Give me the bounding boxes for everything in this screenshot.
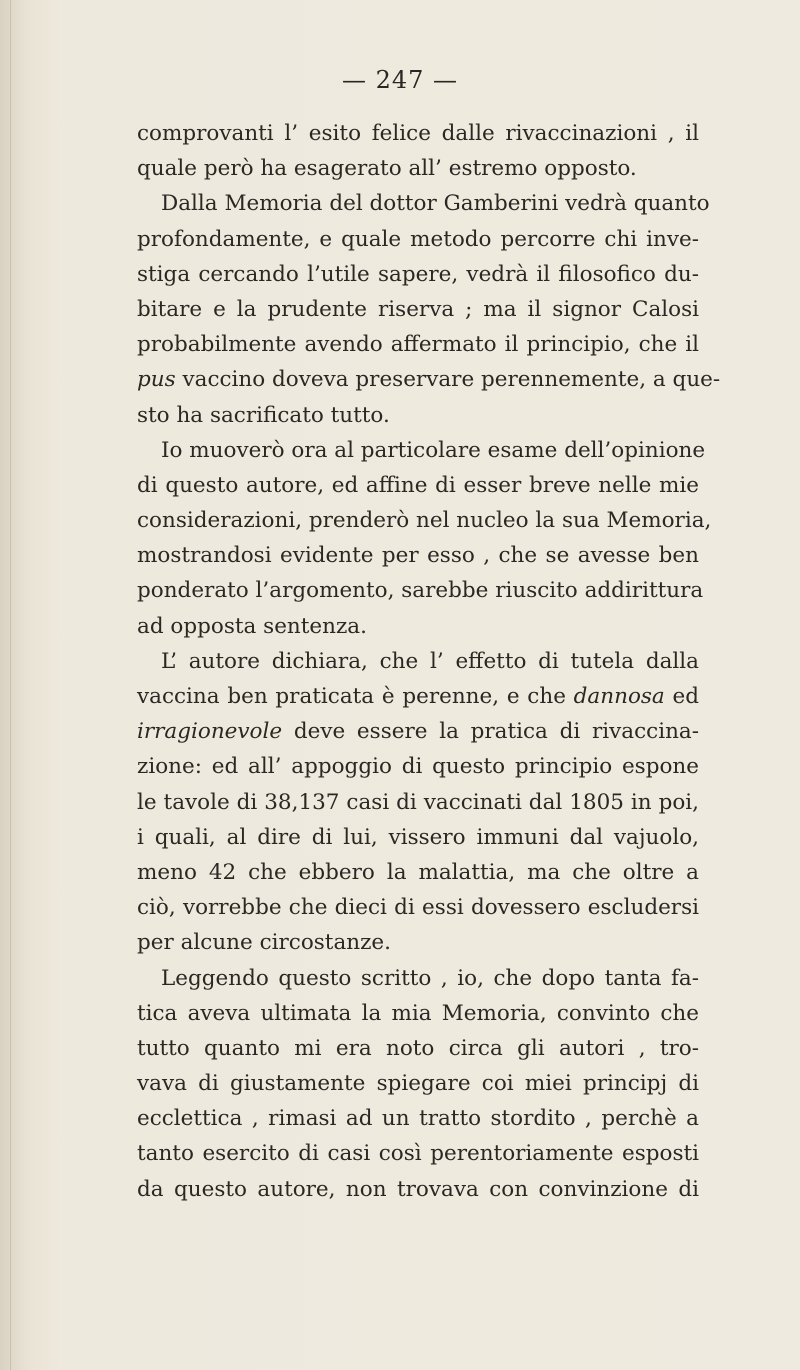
text-line: comprovanti l’ esito felice dalle rivaccinazioni , il bbox=[137, 121, 699, 146]
text-line: probabilmente avendo affermato il principio, che il bbox=[137, 332, 699, 358]
text-line: tica aveva ultimata la mia Memoria, convinto che bbox=[137, 1000, 699, 1026]
body-text bbox=[137, 116, 721, 1207]
text-fragment: vaccina ben praticata è perenne, e che bbox=[137, 684, 574, 709]
text-fragment: deve essere la pratica di rivaccina- bbox=[282, 719, 699, 745]
text-line: tutto quanto mi era noto circa gli autori , tro- bbox=[137, 1035, 699, 1061]
text-line: quale però ha esagerato all’ estremo opposto. bbox=[137, 156, 637, 182]
text-line: tanto esercito di casi così perentoriamente esposti bbox=[137, 1141, 699, 1167]
text-line bbox=[137, 362, 721, 397]
text-line: bitare e la prudente riserva ; ma il signor Calosi bbox=[137, 296, 699, 322]
page-binding-edge bbox=[10, 0, 11, 1370]
text-line: di questo autore, ed affine di esser breve nelle mie bbox=[137, 472, 699, 498]
text-fragment: vaccino doveva preservare perennemente, a que- bbox=[175, 367, 721, 393]
text-line: Leggendo questo scritto , io, che dopo tanta fa- bbox=[161, 965, 699, 991]
text-line: stiga cercando l’utile sapere, vedrà il filosofico du- bbox=[137, 261, 699, 287]
text-line bbox=[137, 679, 699, 714]
text-line: considerazioni, prenderò nel nucleo la sua Memoria, bbox=[137, 508, 712, 534]
text-line: mostrandosi evidente per esso , che se avesse ben bbox=[137, 543, 699, 569]
text-line: meno 42 che ebbero la malattia, ma che oltre a bbox=[137, 859, 699, 885]
text-fragment: ed bbox=[664, 684, 699, 709]
text-line: ecclettica , rimasi ad un tratto stordito , perchè a bbox=[137, 1106, 699, 1132]
text-line: da questo autore, non trovava con convinzione di bbox=[137, 1176, 699, 1202]
text-line bbox=[137, 714, 699, 749]
text-line: Io muoverò ora al particolare esame dell’opinione bbox=[161, 437, 706, 463]
text-line: le tavole di 38,137 casi di vaccinati dal 1805 in poi, bbox=[137, 789, 699, 815]
italic-word: irragionevole bbox=[137, 719, 283, 745]
text-line: sto ha sacrificato tutto. bbox=[137, 402, 390, 428]
italic-word: pus bbox=[137, 367, 176, 393]
text-line: ponderato l’argomento, sarebbe riuscito addirittura bbox=[137, 578, 704, 604]
text-line: L’ autore dichiara, che l’ effetto di tutela dalla bbox=[161, 648, 699, 674]
text-line: per alcune circostanze. bbox=[137, 930, 391, 956]
text-line: profondamente, e quale metodo percorre chi inve- bbox=[137, 226, 699, 252]
italic-word: dannosa bbox=[573, 684, 665, 709]
text-line: vava di giustamente spiegare coi miei principj di bbox=[137, 1071, 699, 1097]
text-line: i quali, al dire di lui, vissero immuni dal vajuolo, bbox=[137, 824, 699, 850]
page-number: — 247 — bbox=[341, 66, 459, 94]
text-line: Dalla Memoria del dottor Gamberini vedrà quanto bbox=[161, 191, 710, 217]
text-line: ad opposta sentenza. bbox=[137, 613, 367, 639]
text-line: zione: ed all’ appoggio di questo principio espone bbox=[137, 754, 699, 780]
text-line: ciò, vorrebbe che dieci di essi dovessero escludersi bbox=[137, 895, 699, 921]
